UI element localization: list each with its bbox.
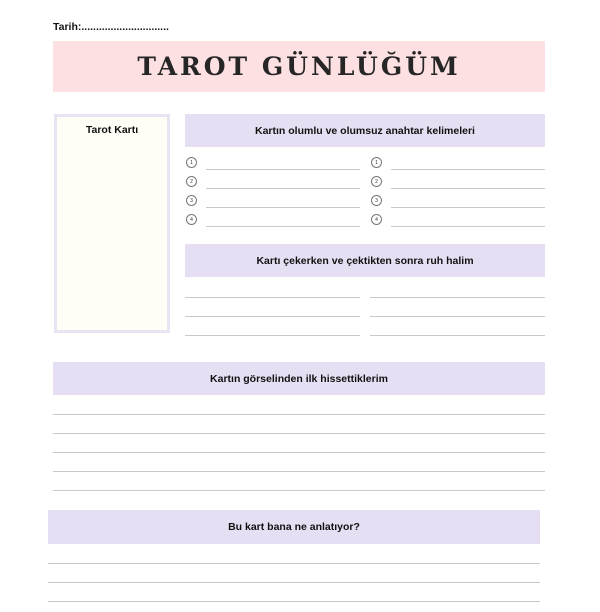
keyword-line[interactable] [206,188,360,189]
mood-line[interactable] [185,335,360,336]
keyword-number: 3 [371,195,382,206]
title-banner [53,41,545,92]
mood-line[interactable] [370,316,545,317]
tarot-card-label: Tarot Kartı [85,124,139,136]
message-heading: Bu kart bana ne anlatıyor? [48,510,540,544]
keyword-line[interactable] [391,226,545,227]
keyword-line[interactable] [206,169,360,170]
mood-line[interactable] [370,335,545,336]
tarot-card-box[interactable] [54,114,170,333]
page-title: TAROT GÜNLÜĞÜM [137,52,461,81]
mood-line[interactable] [370,297,545,298]
feelings-line[interactable] [53,471,545,472]
feelings-line[interactable] [53,490,545,491]
mood-heading: Kartı çekerken ve çektikten sonra ruh halim [185,244,545,277]
mood-line[interactable] [185,316,360,317]
message-line[interactable] [48,601,540,602]
keyword-number: 3 [186,195,197,206]
keyword-line[interactable] [206,207,360,208]
message-line[interactable] [48,582,540,583]
keyword-number: 2 [186,176,197,187]
keyword-number: 4 [371,214,382,225]
message-line[interactable] [48,563,540,564]
feelings-line[interactable] [53,414,545,415]
keyword-number: 4 [186,214,197,225]
keyword-line[interactable] [391,169,545,170]
feelings-line[interactable] [53,452,545,453]
keyword-number: 2 [371,176,382,187]
keywords-heading: Kartın olumlu ve olumsuz anahtar kelimeleri [185,114,545,147]
keyword-line[interactable] [206,226,360,227]
keyword-line[interactable] [391,188,545,189]
feelings-line[interactable] [53,433,545,434]
mood-line[interactable] [185,297,360,298]
keyword-line[interactable] [391,207,545,208]
keyword-number: 1 [186,157,197,168]
keyword-number: 1 [371,157,382,168]
feelings-heading: Kartın görselinden ilk hissettiklerim [53,362,545,395]
date-label: Tarih:.............................. [53,21,169,33]
